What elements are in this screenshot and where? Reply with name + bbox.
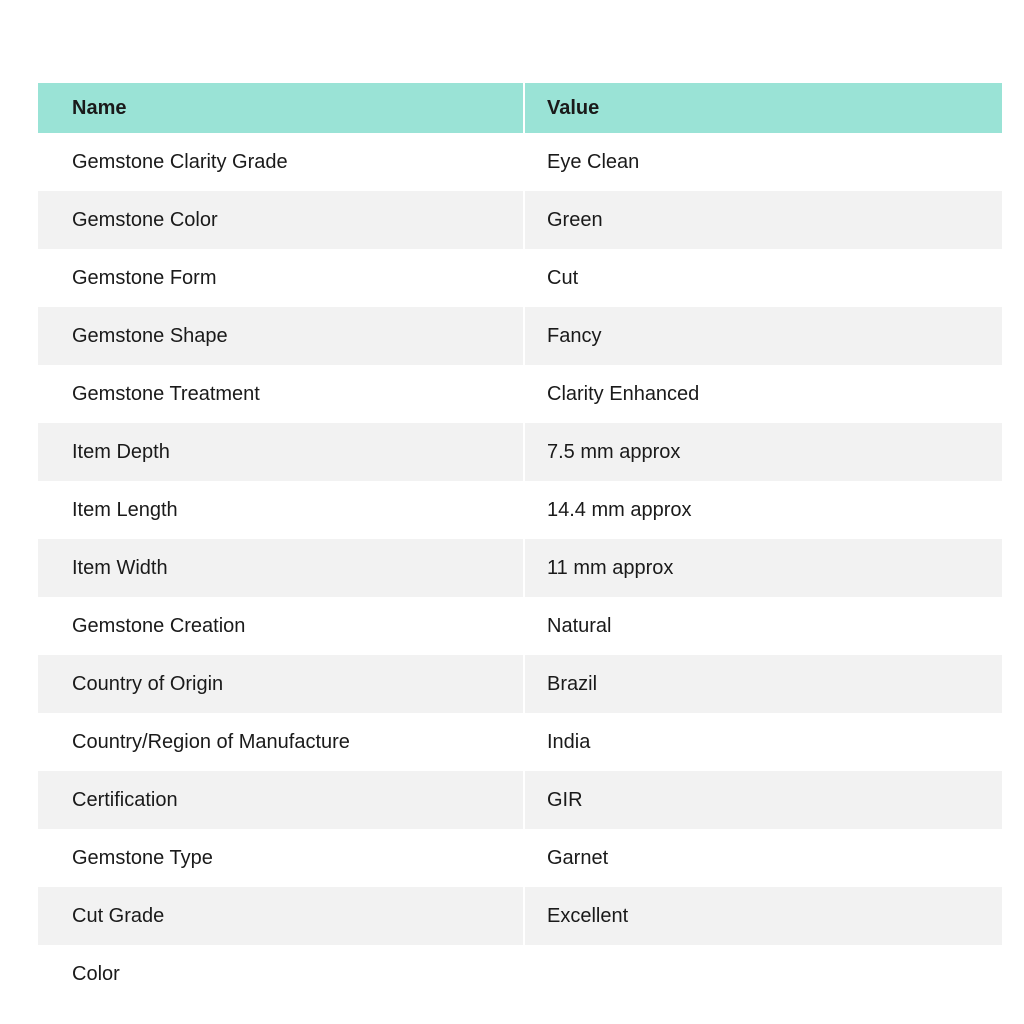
table-row: [38, 249, 1002, 307]
table-row: [38, 597, 1002, 655]
row-name-cell: Gemstone Shape: [38, 307, 523, 365]
table-row: [38, 423, 1002, 481]
row-value-cell: Eye Clean: [525, 133, 1002, 191]
row-name-cell: Gemstone Type: [38, 829, 523, 887]
row-name-cell: Gemstone Creation: [38, 597, 523, 655]
row-value-cell: Fancy: [525, 307, 1002, 365]
table-row: [38, 133, 1002, 191]
row-name-cell: Gemstone Treatment: [38, 365, 523, 423]
row-value-cell: Clarity Enhanced: [525, 365, 1002, 423]
row-value-cell: Garnet: [525, 829, 1002, 887]
item-specifics-table: [38, 83, 1002, 1003]
table-row: [38, 829, 1002, 887]
row-value-cell: 14.4 mm approx: [525, 481, 1002, 539]
table-row: [38, 307, 1002, 365]
row-name-cell: Gemstone Form: [38, 249, 523, 307]
table-row: [38, 945, 1002, 1003]
row-value-cell: GIR: [525, 771, 1002, 829]
table-row: [38, 191, 1002, 249]
table-row: [38, 655, 1002, 713]
header-cell-name: Name: [38, 83, 523, 133]
row-value-cell: Brazil: [525, 655, 1002, 713]
table-row: [38, 771, 1002, 829]
table-header-row: [38, 83, 1002, 133]
row-name-cell: Item Width: [38, 539, 523, 597]
row-name-cell: Certification: [38, 771, 523, 829]
row-name-cell: Gemstone Clarity Grade: [38, 133, 523, 191]
table-row: [38, 365, 1002, 423]
row-name-cell: Country of Origin: [38, 655, 523, 713]
table-row: [38, 713, 1002, 771]
row-value-cell: Green: [525, 191, 1002, 249]
row-name-cell: Country/Region of Manufacture: [38, 713, 523, 771]
header-cell-value: Value: [525, 83, 1002, 133]
row-value-cell: Cut: [525, 249, 1002, 307]
table-row: [38, 481, 1002, 539]
row-value-cell: Natural: [525, 597, 1002, 655]
row-name-cell: Item Length: [38, 481, 523, 539]
row-name-cell: Color: [38, 945, 523, 1003]
row-name-cell: Item Depth: [38, 423, 523, 481]
row-value-cell: 11 mm approx: [525, 539, 1002, 597]
row-name-cell: Cut Grade: [38, 887, 523, 945]
row-value-cell: 7.5 mm approx: [525, 423, 1002, 481]
row-name-cell: Gemstone Color: [38, 191, 523, 249]
table-row: [38, 887, 1002, 945]
row-value-cell: [525, 945, 1002, 1003]
row-value-cell: Excellent: [525, 887, 1002, 945]
row-value-cell: India: [525, 713, 1002, 771]
table-row: [38, 539, 1002, 597]
